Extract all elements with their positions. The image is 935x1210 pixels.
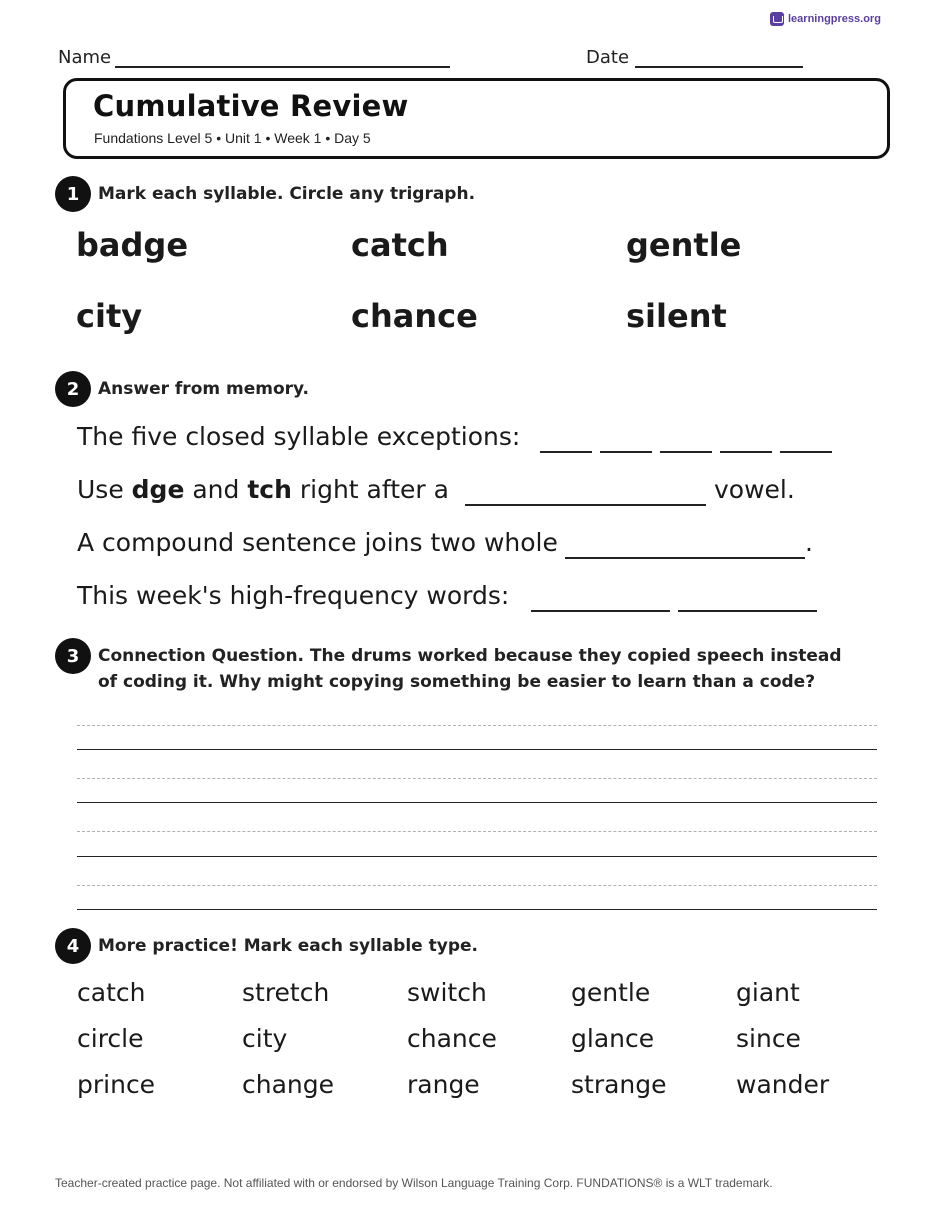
recall-line-2: Use dge and tch right after a	[77, 475, 449, 504]
q4-word: prince	[77, 1070, 156, 1099]
q4-word: range	[407, 1070, 480, 1099]
q4-word: change	[242, 1070, 335, 1099]
q4-word: strange	[571, 1070, 667, 1099]
answer-blank[interactable]	[720, 451, 772, 453]
writing-line[interactable]	[77, 909, 877, 910]
brand-text: learningpress.org	[788, 13, 881, 25]
writing-line[interactable]	[77, 802, 877, 803]
q1-word: silent	[626, 297, 727, 335]
q4-word: giant	[736, 978, 800, 1007]
answer-blank[interactable]	[660, 451, 712, 453]
question-4-number: 4	[55, 928, 91, 964]
answer-blank[interactable]	[678, 610, 817, 612]
answer-blank[interactable]	[465, 504, 706, 506]
answer-blank[interactable]	[780, 451, 832, 453]
question-3-instruction-1: Connection Question. The drums worked because they copied speech instead	[98, 646, 842, 666]
question-3-number: 3	[55, 638, 91, 674]
question-2-instruction: Answer from memory.	[98, 379, 310, 399]
answer-blank[interactable]	[540, 451, 592, 453]
q4-word: gentle	[571, 978, 651, 1007]
question-1-number: 1	[55, 176, 91, 212]
question-2-number: 2	[55, 371, 91, 407]
writing-guide-dashed	[77, 831, 877, 832]
date-label: Date	[586, 47, 630, 68]
q1-word: catch	[351, 226, 449, 264]
footer-disclaimer: Teacher-created practice page. Not affiliated with or endorsed by Wilson Language Training Corp. FUNDATIONS® is a WLT trademark.	[55, 1176, 773, 1190]
name-label: Name	[58, 47, 112, 68]
recall-line-1: The five closed syllable exceptions:	[77, 422, 521, 451]
recall-line-4: This week's high-frequency words:	[77, 581, 510, 610]
recall-line-2-end: vowel.	[714, 475, 795, 504]
book-icon	[770, 12, 784, 26]
page-subtitle: Fundations Level 5 • Unit 1 • Week 1 • Day 5	[94, 130, 371, 146]
q4-word: switch	[407, 978, 487, 1007]
q4-word: wander	[736, 1070, 830, 1099]
answer-blank[interactable]	[531, 610, 670, 612]
q1-word: chance	[351, 297, 478, 335]
answer-blank[interactable]	[565, 557, 805, 559]
q4-word: glance	[571, 1024, 655, 1053]
q4-word: city	[242, 1024, 288, 1053]
writing-guide-dashed	[77, 778, 877, 779]
question-4-instruction: More practice! Mark each syllable type.	[98, 936, 478, 956]
q1-word: badge	[76, 226, 189, 264]
q1-word: gentle	[626, 226, 742, 264]
q4-word: since	[736, 1024, 801, 1053]
q4-word: chance	[407, 1024, 497, 1053]
page-title: Cumulative Review	[93, 89, 409, 123]
recall-line-3: A compound sentence joins two whole	[77, 528, 558, 557]
q1-word: city	[76, 297, 143, 335]
writing-line[interactable]	[77, 856, 877, 857]
question-1-instruction: Mark each syllable. Circle any trigraph.	[98, 184, 476, 204]
question-3-instruction-2: of coding it. Why might copying something be easier to learn than a code?	[98, 672, 816, 692]
writing-line[interactable]	[77, 749, 877, 750]
q4-word: catch	[77, 978, 146, 1007]
date-field[interactable]	[635, 66, 803, 68]
q4-word: stretch	[242, 978, 330, 1007]
q4-word: circle	[77, 1024, 144, 1053]
answer-blank[interactable]	[600, 451, 652, 453]
writing-guide-dashed	[77, 885, 877, 886]
name-field[interactable]	[115, 66, 450, 68]
title-box	[63, 78, 890, 159]
recall-line-3-end: .	[805, 528, 813, 557]
writing-guide-dashed	[77, 725, 877, 726]
brand-logo	[770, 12, 881, 26]
